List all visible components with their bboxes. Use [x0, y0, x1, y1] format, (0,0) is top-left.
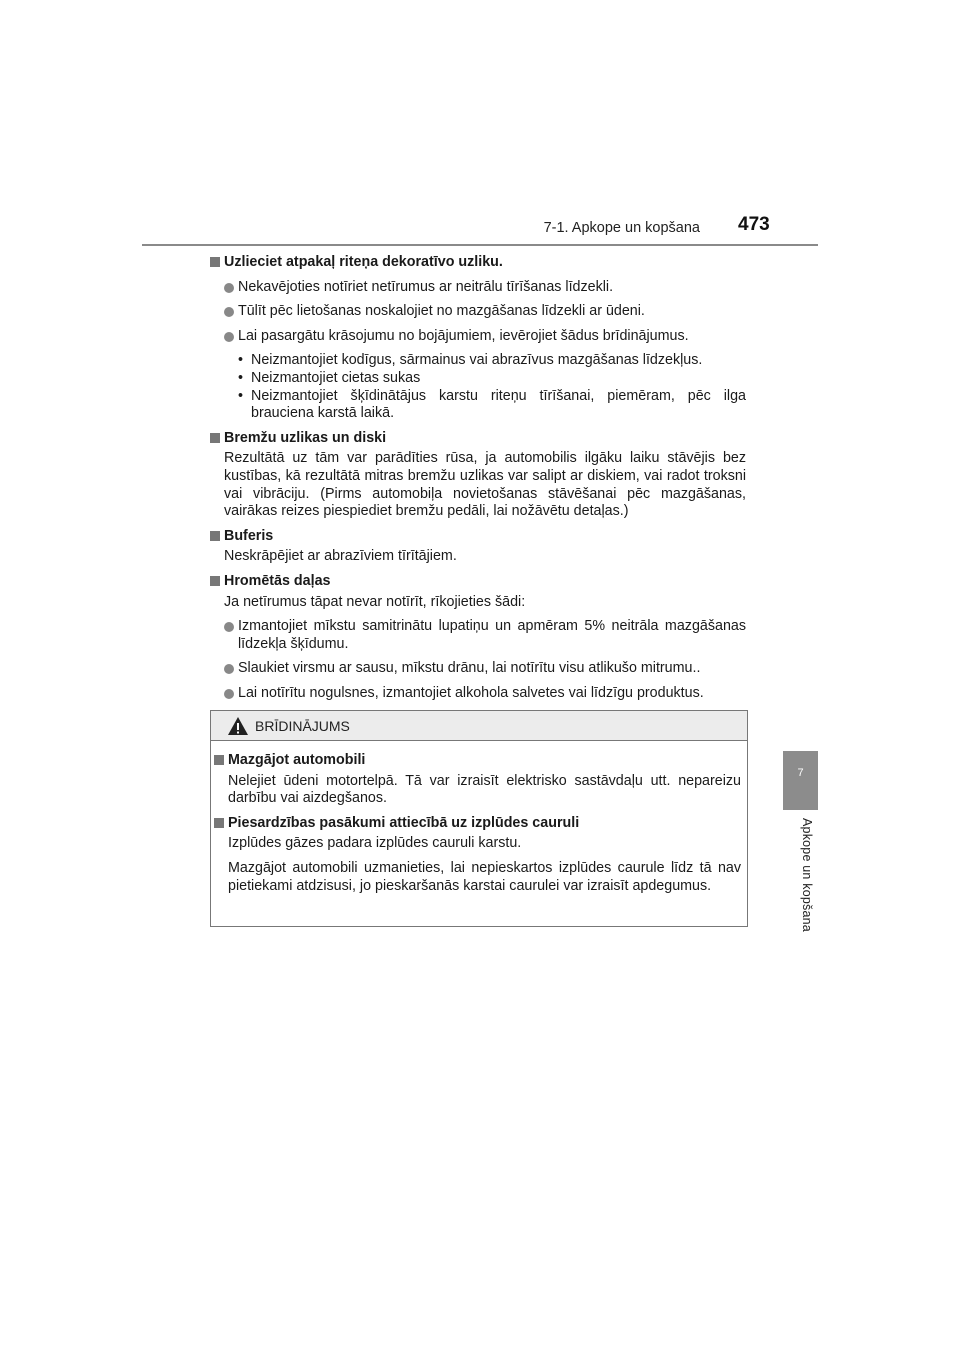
chapter-tab-label: Apkope un kopšana	[800, 818, 814, 932]
section-heading-text: Hromētās daļas	[224, 572, 331, 589]
list-item	[210, 685, 746, 703]
chapter-title: 7-1. Apkope un kopšana	[543, 220, 700, 236]
section-heading-text: Buferis	[224, 527, 274, 544]
sub-list-item-text: Neizmantojiet šķīdinātājus karstu riteņu tīrīšanai, piemēram, pēc ilga brauciena karstā laikā.	[251, 387, 746, 422]
round-bullet-icon	[224, 307, 234, 317]
paragraph: Rezultātā uz tām var parādīties rūsa, ja automobilis ilgāku laiku stāvējis bez kustības, kā rezultātā mitras bremžu uzlikas var salipt ar diskiem, vai radot troksni vai vibrāciju. (Pirms automobiļa novietošanas stāvēšanai pēc mazgāšanas, vairākas reizes piespiediet bremžu pedāli, lai nožāvētu detaļas.)	[224, 450, 746, 520]
warning-item-heading-text: Piesardzības pasākumi attiecībā uz izplūdes cauruli	[228, 814, 580, 831]
paragraph: Ja netīrumus tāpat nevar notīrīt, rīkojieties šādi:	[224, 593, 526, 610]
round-bullet-icon	[224, 689, 234, 699]
list-item	[210, 279, 746, 297]
chapter-tab-number: 7	[797, 767, 804, 779]
warning-item-heading-text: Mazgājot automobili	[228, 752, 366, 768]
list-item-text: Lai notīrītu nogulsnes, izmantojiet alkohola salvetes vai līdzīgu produktus.	[238, 684, 704, 701]
square-bullet-icon	[214, 818, 224, 828]
section-heading-text: Bremžu uzlikas un diski	[224, 429, 387, 446]
square-bullet-icon	[210, 433, 220, 443]
list-item-text: Slaukiet virsmu ar sausu, mīkstu drānu, lai notīrītu visu atlikušo mitrumu..	[238, 660, 701, 677]
sub-list-item: • Neizmantojiet šķīdinātājus karstu riteņu tīrīšanai, piemēram, pēc ilga brauciena karstā laikā.	[238, 387, 746, 422]
sub-list	[210, 352, 746, 422]
warning-triangle-icon	[227, 716, 249, 736]
page-content	[210, 254, 746, 709]
round-bullet-icon	[224, 622, 234, 632]
square-bullet-icon	[214, 755, 224, 765]
warning-item-heading	[214, 815, 741, 833]
list-item	[210, 328, 746, 346]
list-item-text: Izmantojiet mīkstu samitrinātu lupatiņu un apmēram 5% neitrāla mazgāšanas līdzekļa šķīdumu.	[238, 618, 746, 652]
round-bullet-icon	[224, 283, 234, 293]
warning-body	[214, 752, 741, 902]
list-item-text: Nekavējoties notīriet netīrumus ar neitrālu tīrīšanas līdzekli.	[238, 278, 614, 295]
round-bullet-icon	[224, 664, 234, 674]
chapter-tab	[783, 751, 818, 810]
warning-header	[211, 711, 747, 741]
section-heading	[210, 528, 746, 546]
sub-list-item-text: Neizmantojiet kodīgus, sārmainus vai abrazīvus mazgāšanas līdzekļus.	[251, 352, 703, 369]
list-item-text: Tūlīt pēc lietošanas noskalojiet no mazgāšanas līdzekli ar ūdeni.	[238, 303, 645, 320]
square-bullet-icon	[210, 576, 220, 586]
sub-list-item: • Neizmantojiet kodīgus, sārmainus vai abrazīvus mazgāšanas līdzekļus.	[238, 352, 703, 369]
warning-item-heading	[214, 752, 741, 770]
section-heading	[210, 430, 746, 448]
square-bullet-icon	[210, 257, 220, 267]
section-heading	[210, 254, 746, 272]
warning-box	[210, 710, 748, 927]
list-item	[210, 303, 746, 321]
sub-list-item: • Neizmantojiet cietas sukas	[238, 369, 421, 386]
section-heading	[210, 573, 746, 591]
section-heading-text: Uzlieciet atpakaļ riteņa dekoratīvo uzliku.	[224, 254, 503, 270]
list-item	[210, 660, 746, 678]
page-number: 473	[738, 214, 770, 235]
list-item-text: Lai pasargātu krāsojumu no bojājumiem, ievērojiet šādus brīdinājumus.	[238, 327, 689, 344]
sub-list-item-text: Neizmantojiet cietas sukas	[251, 369, 421, 386]
warning-paragraph: Izplūdes gāzes padara izplūdes cauruli karstu.	[228, 835, 522, 852]
header-divider	[142, 244, 818, 246]
warning-paragraph: Mazgājot automobili uzmanieties, lai nepieskartos izplūdes caurule līdz tā nav pietiekami atdzisusi, jo pieskaršanās karstai caurulei var izraisīt apdegumus.	[228, 859, 741, 894]
warning-paragraph: Nelejiet ūdeni motortelpā. Tā var izraisīt elektrisko sastāvdaļu utt. nepareizu darbību vai aizdegšanos.	[228, 772, 741, 807]
square-bullet-icon	[210, 531, 220, 541]
list-item	[210, 618, 746, 653]
round-bullet-icon	[224, 332, 234, 342]
paragraph: Neskrāpējiet ar abrazīviem tīrītājiem.	[224, 548, 457, 565]
warning-label: BRĪDINĀJUMS	[255, 718, 350, 734]
